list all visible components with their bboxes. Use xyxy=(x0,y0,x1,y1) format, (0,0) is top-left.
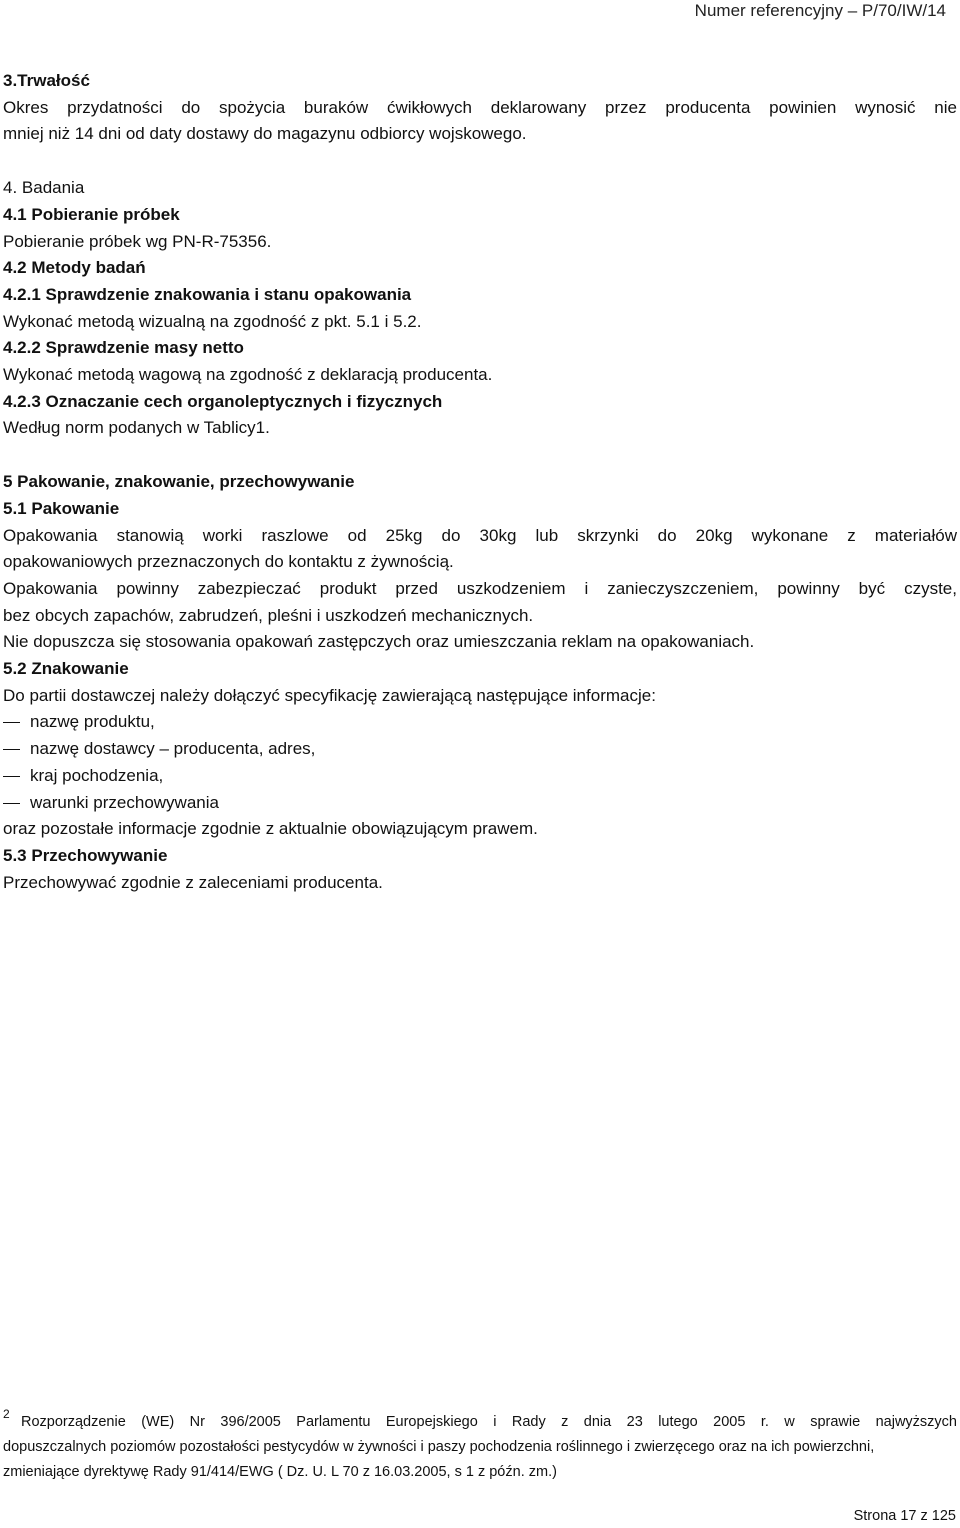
section-3-text-line-1: Okres przydatności do spożycia buraków ćwikłowych deklarowany przez producenta powinien wynosić nie xyxy=(3,97,957,117)
page-number: Strona 17 z 125 xyxy=(853,1508,956,1524)
section-5-1-para-3: Nie dopuszcza się stosowania opakowań zastępczych oraz umieszczania reklam na opakowaniach. xyxy=(3,632,755,652)
footnote xyxy=(3,1407,957,1485)
section-4-2-heading: 4.2 Metody badań xyxy=(3,258,146,278)
dash-bullet-icon xyxy=(3,749,20,750)
footnote-line-1 xyxy=(3,1407,957,1435)
footnote-marker: 2 xyxy=(3,1407,10,1421)
section-5-2-heading: 5.2 Znakowanie xyxy=(3,659,129,679)
section-4-1-text: Pobieranie próbek wg PN-R-75356. xyxy=(3,231,272,251)
section-5-3-text: Przechowywać zgodnie z zaleceniami producenta. xyxy=(3,872,383,892)
section-4-2-2-text: Wykonać metodą wagową na zgodność z deklaracją producenta. xyxy=(3,365,493,385)
section-5-1-para-1-line-1: Opakowania stanowią worki raszlowe od 25kg do 30kg lub skrzynki do 20kg wykonane z materiałów xyxy=(3,525,957,545)
list-item-text: kraj pochodzenia, xyxy=(30,765,164,785)
list-item xyxy=(3,709,957,736)
section-5-2-outro: oraz pozostałe informacje zgodnie z aktualnie obowiązującym prawem. xyxy=(3,819,538,839)
list-item-text: warunki przechowywania xyxy=(30,792,219,812)
list-item-text: nazwę produktu, xyxy=(30,712,155,732)
section-3-heading: 3.Trwałość xyxy=(3,71,90,90)
section-4-heading: 4. Badania xyxy=(3,178,85,198)
section-4-2-3-text: Według norm podanych w Tablicy1. xyxy=(3,418,270,438)
section-4-2-1-heading: 4.2.1 Sprawdzenie znakowania i stanu opakowania xyxy=(3,284,412,304)
dash-bullet-icon xyxy=(3,722,20,723)
section-5-3-heading: 5.3 Przechowywanie xyxy=(3,845,168,865)
document-body xyxy=(3,68,957,896)
list-item xyxy=(3,736,957,763)
section-4-2-1-text: Wykonać metodą wizualną na zgodność z pkt. 5.1 i 5.2. xyxy=(3,311,422,331)
footnote-line-3: zmieniające dyrektywę Rady 91/414/EWG ( Dz. U. L 70 z 16.03.2005, s 1 z późn. zm.) xyxy=(3,1464,557,1480)
section-5-heading: 5 Pakowanie, znakowanie, przechowywanie xyxy=(3,472,355,492)
section-5-1-para-1-line-2: opakowaniowych przeznaczonych do kontaktu z żywnością. xyxy=(3,552,454,572)
list-item xyxy=(3,763,957,790)
section-4-2-2-heading: 4.2.2 Sprawdzenie masy netto xyxy=(3,338,244,358)
footnote-line-1-text: Rozporządzenie (WE) Nr 396/2005 Parlamentu Europejskiego i Rady z dnia 23 lutego 2005 r. w sprawie najwyższych xyxy=(21,1414,957,1430)
spacer xyxy=(3,442,957,469)
section-5-1-heading: 5.1 Pakowanie xyxy=(3,498,120,518)
section-5-2-intro: Do partii dostawczej należy dołączyć specyfikację zawierającą następujące informacje: xyxy=(3,685,656,705)
list-item-text: nazwę dostawcy – producenta, adres, xyxy=(30,739,316,759)
section-4-2-3-heading: 4.2.3 Oznaczanie cech organoleptycznych i fizycznych xyxy=(3,391,443,411)
section-4-1-heading: 4.1 Pobieranie próbek xyxy=(3,204,180,224)
section-5-1-para-2-line-1: Opakowania powinny zabezpieczać produkt przed uszkodzeniem i zanieczyszczeniem, powinny być czyste, xyxy=(3,578,957,598)
footnote-line-2: dopuszczalnych poziomów pozostałości pestycydów w żywności i paszy pochodzenia roślinnego i zwierzęcego oraz na ich powierzchni, xyxy=(3,1439,875,1455)
section-5-1-para-2-line-2: bez obcych zapachów, zabrudzeń, pleśni i uszkodzeń mechanicznych. xyxy=(3,605,534,625)
list-item xyxy=(3,790,957,817)
dash-bullet-icon xyxy=(3,776,20,777)
section-3-text-line-2: mniej niż 14 dni od daty dostawy do magazynu odbiorcy wojskowego. xyxy=(3,124,527,144)
reference-number: Numer referencyjny – P/70/IW/14 xyxy=(694,1,946,20)
dash-bullet-icon xyxy=(3,803,20,804)
spacer xyxy=(3,148,957,175)
